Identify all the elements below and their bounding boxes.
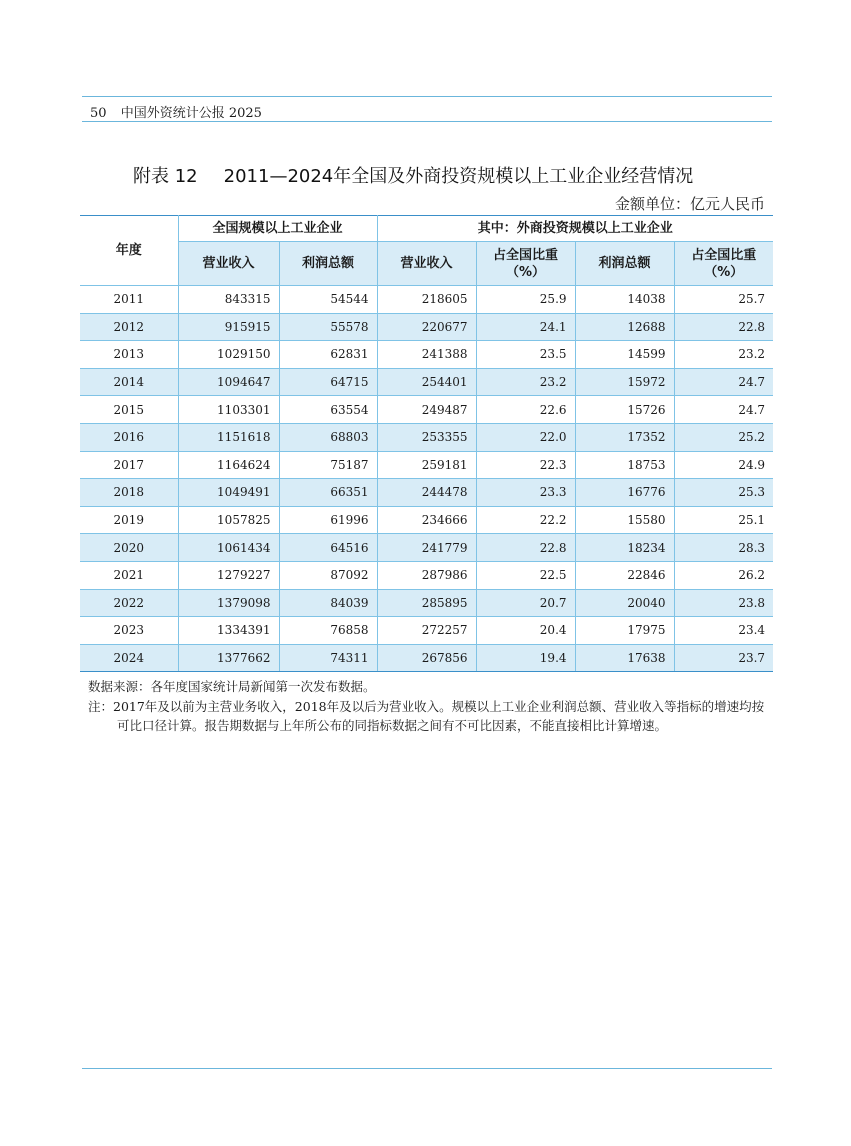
foreign-revenue-share-cell: 23.3 (476, 479, 575, 507)
table-row (80, 534, 773, 562)
national-profit-cell: 87092 (279, 561, 377, 589)
foreign-revenue-share-cell: 25.9 (476, 286, 575, 314)
table-row (80, 286, 773, 314)
foreign-revenue-cell: 241388 (377, 341, 476, 369)
national-revenue-cell: 1377662 (178, 644, 279, 672)
national-profit-cell: 55578 (279, 313, 377, 341)
foreign-profit-cell: 14599 (575, 341, 674, 369)
foreign-profit-share-cell: 24.7 (674, 396, 773, 424)
running-header (90, 102, 262, 121)
foreign-profit-cell: 22846 (575, 561, 674, 589)
foreign-revenue-share-cell: 22.8 (476, 534, 575, 562)
foreign-profit-cell: 15726 (575, 396, 674, 424)
national-revenue-cell: 1279227 (178, 561, 279, 589)
national-profit-cell: 66351 (279, 479, 377, 507)
foreign-profit-share-cell: 24.9 (674, 451, 773, 479)
foreign-profit-share-cell: 23.8 (674, 589, 773, 617)
national-profit-cell: 54544 (279, 286, 377, 314)
national-revenue-cell: 1334391 (178, 617, 279, 645)
foreign-revenue-cell: 285895 (377, 589, 476, 617)
foreign-revenue-share-cell: 22.5 (476, 561, 575, 589)
foreign-revenue-header: 营业收入 (377, 242, 476, 286)
foreign-profit-share-cell: 28.3 (674, 534, 773, 562)
publication-title: 中国外资统计公报 2025 (120, 106, 262, 121)
foreign-revenue-share-header: 占全国比重 （%） (476, 242, 575, 286)
foreign-revenue-share-cell: 22.3 (476, 451, 575, 479)
foreign-profit-share-cell: 25.2 (674, 423, 773, 451)
foreign-profit-cell: 20040 (575, 589, 674, 617)
foreign-revenue-share-cell: 23.2 (476, 368, 575, 396)
unit-note: 金额单位：亿元人民币 (614, 195, 765, 213)
footnote: 注：2017年及以前为主营业务收入，2018年及以后为营业收入。规模以上工业企业利润总额、营业收入等指标的增速均按可比口径计算。报告期数据与上年所公布的同指标数据之间有不可比因素，不能直接相比计算增速。 (88, 698, 765, 733)
national-profit-cell: 64715 (279, 368, 377, 396)
table-notes (88, 677, 768, 736)
year-cell: 2022 (80, 589, 178, 617)
national-revenue-cell: 1379098 (178, 589, 279, 617)
foreign-revenue-share-cell: 23.5 (476, 341, 575, 369)
table-row (80, 451, 773, 479)
foreign-profit-cell: 17638 (575, 644, 674, 672)
foreign-profit-cell: 17975 (575, 617, 674, 645)
foreign-revenue-share-cell: 20.7 (476, 589, 575, 617)
table-row (80, 341, 773, 369)
footer-rule (82, 1068, 772, 1069)
national-profit-cell: 75187 (279, 451, 377, 479)
national-revenue-cell: 1057825 (178, 506, 279, 534)
national-profit-cell: 64516 (279, 534, 377, 562)
year-cell: 2021 (80, 561, 178, 589)
foreign-profit-share-cell: 22.8 (674, 313, 773, 341)
national-revenue-header: 营业收入 (178, 242, 279, 286)
table-row (80, 644, 773, 672)
foreign-profit-cell: 16776 (575, 479, 674, 507)
table-row (80, 313, 773, 341)
foreign-revenue-cell: 287986 (377, 561, 476, 589)
foreign-profit-share-cell: 24.7 (674, 368, 773, 396)
national-profit-cell: 74311 (279, 644, 377, 672)
national-revenue-cell: 1061434 (178, 534, 279, 562)
foreign-profit-share-cell: 23.2 (674, 341, 773, 369)
national-profit-cell: 84039 (279, 589, 377, 617)
table-title (133, 162, 693, 188)
year-cell: 2019 (80, 506, 178, 534)
table-row (80, 617, 773, 645)
foreign-revenue-cell: 272257 (377, 617, 476, 645)
year-cell: 2016 (80, 423, 178, 451)
data-table (80, 215, 773, 672)
national-profit-cell: 63554 (279, 396, 377, 424)
year-header: 年度 (80, 216, 178, 286)
year-cell: 2018 (80, 479, 178, 507)
foreign-revenue-share-cell: 24.1 (476, 313, 575, 341)
table-title-text: 2011—2024年全国及外商投资规模以上工业企业经营情况 (223, 166, 694, 187)
foreign-profit-cell: 15580 (575, 506, 674, 534)
national-profit-cell: 61996 (279, 506, 377, 534)
foreign-profit-cell: 14038 (575, 286, 674, 314)
national-revenue-cell: 1029150 (178, 341, 279, 369)
foreign-group-header: 其中：外商投资规模以上工业企业 (377, 216, 773, 242)
foreign-profit-share-cell: 25.7 (674, 286, 773, 314)
table-row (80, 368, 773, 396)
foreign-revenue-cell: 267856 (377, 644, 476, 672)
source-note: 数据来源：各年度国家统计局新闻第一次发布数据。 (88, 679, 376, 694)
foreign-profit-share-header: 占全国比重 （%） (674, 242, 773, 286)
year-cell: 2017 (80, 451, 178, 479)
foreign-profit-cell: 18234 (575, 534, 674, 562)
year-cell: 2012 (80, 313, 178, 341)
foreign-profit-share-cell: 23.7 (674, 644, 773, 672)
foreign-profit-cell: 18753 (575, 451, 674, 479)
page-number: 50 (90, 106, 107, 121)
foreign-revenue-cell: 254401 (377, 368, 476, 396)
national-revenue-cell: 1164624 (178, 451, 279, 479)
foreign-revenue-cell: 241779 (377, 534, 476, 562)
foreign-revenue-cell: 234666 (377, 506, 476, 534)
national-revenue-cell: 1151618 (178, 423, 279, 451)
national-profit-cell: 68803 (279, 423, 377, 451)
year-cell: 2020 (80, 534, 178, 562)
national-profit-header: 利润总额 (279, 242, 377, 286)
national-revenue-cell: 1094647 (178, 368, 279, 396)
foreign-revenue-cell: 249487 (377, 396, 476, 424)
foreign-revenue-cell: 218605 (377, 286, 476, 314)
national-profit-cell: 62831 (279, 341, 377, 369)
national-revenue-cell: 843315 (178, 286, 279, 314)
foreign-profit-share-cell: 23.4 (674, 617, 773, 645)
foreign-profit-share-cell: 25.1 (674, 506, 773, 534)
foreign-revenue-share-cell: 22.2 (476, 506, 575, 534)
year-cell: 2014 (80, 368, 178, 396)
foreign-profit-cell: 12688 (575, 313, 674, 341)
foreign-revenue-share-cell: 22.0 (476, 423, 575, 451)
foreign-revenue-share-cell: 19.4 (476, 644, 575, 672)
national-revenue-cell: 1049491 (178, 479, 279, 507)
national-profit-cell: 76858 (279, 617, 377, 645)
foreign-profit-cell: 17352 (575, 423, 674, 451)
table-row (80, 479, 773, 507)
national-group-header: 全国规模以上工业企业 (178, 216, 377, 242)
table-row (80, 506, 773, 534)
national-revenue-cell: 915915 (178, 313, 279, 341)
header-bottom-rule (82, 121, 772, 122)
header-top-rule (82, 96, 772, 97)
national-revenue-cell: 1103301 (178, 396, 279, 424)
year-cell: 2013 (80, 341, 178, 369)
table-row (80, 396, 773, 424)
foreign-revenue-cell: 259181 (377, 451, 476, 479)
table-title-label: 附表 12 (133, 166, 198, 187)
table-row (80, 589, 773, 617)
year-cell: 2011 (80, 286, 178, 314)
foreign-revenue-cell: 244478 (377, 479, 476, 507)
foreign-profit-share-cell: 26.2 (674, 561, 773, 589)
foreign-revenue-cell: 220677 (377, 313, 476, 341)
foreign-revenue-share-cell: 20.4 (476, 617, 575, 645)
foreign-profit-header: 利润总额 (575, 242, 674, 286)
foreign-profit-share-cell: 25.3 (674, 479, 773, 507)
year-cell: 2023 (80, 617, 178, 645)
foreign-profit-cell: 15972 (575, 368, 674, 396)
year-cell: 2024 (80, 644, 178, 672)
table-row (80, 561, 773, 589)
foreign-revenue-share-cell: 22.6 (476, 396, 575, 424)
table-row (80, 423, 773, 451)
foreign-revenue-cell: 253355 (377, 423, 476, 451)
year-cell: 2015 (80, 396, 178, 424)
